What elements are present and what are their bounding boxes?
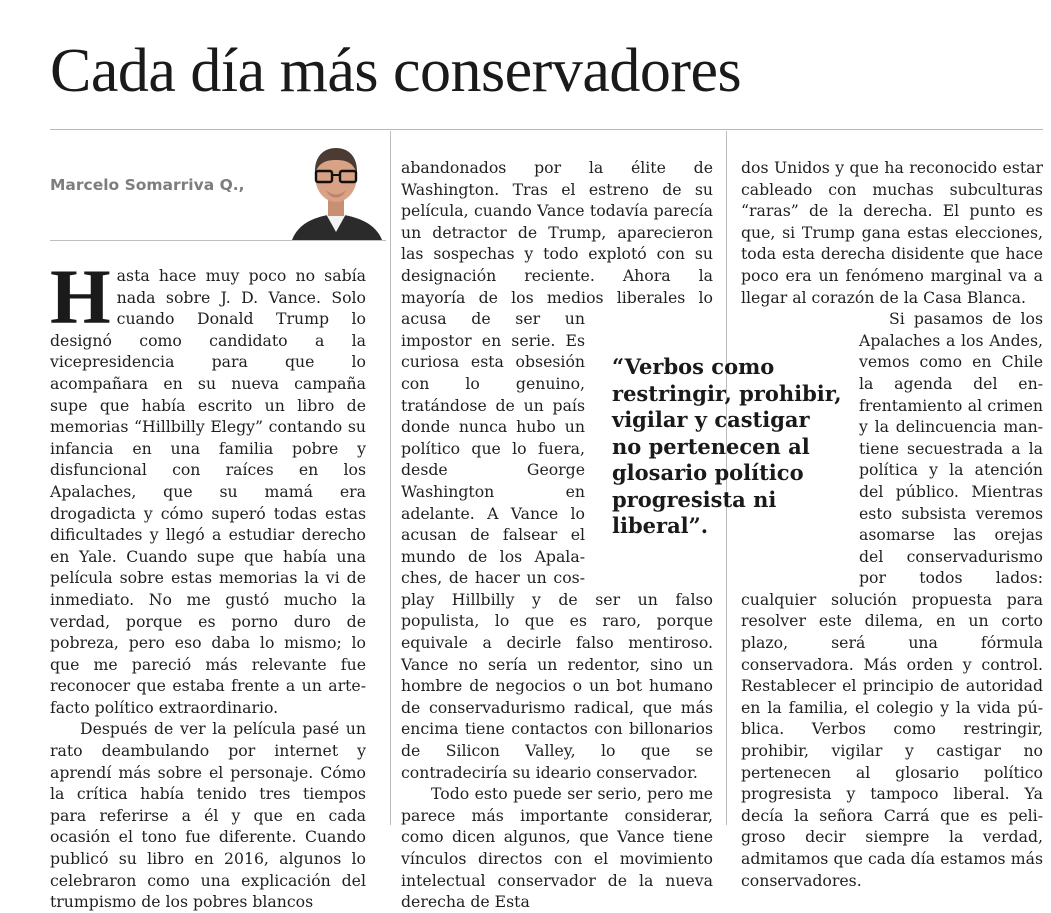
drop-cap: H: [50, 253, 111, 340]
pull-quote: “Verbos como restringir, prohibir, vigilar y castigar no pertenecen al glosario político progresista ni liberal”.: [612, 354, 842, 538]
paragraph: abandonados por la élite de Washington. Tras el estreno de su película, cuando Vance todavía parecía un detractor de Trump, aparecieron las sospechas y todo explotó con su designación reciente. Ahora la mayoría de los medios liberales lo acusa de ser un impostor en serie. Es curiosa esta obsesión con lo genuino, tratándose de un país donde nunca hubo un político que lo fuera, desde George Washington en adelante. A Vance lo acusan de falsear el mundo de los Apalaches, de hacer un cosplay Hillbilly y de ser un falso populista, lo que es raro, porque equivale a decirle falso mentiroso. Vance no sería un redentor, sino un hombre de negocios o un bot humano de conservadurismo radical, que más encima tiene contactos con billonarios de Silicon Valley, lo que se contradeciría su ideario conservador.: [401, 158, 713, 782]
paragraph: asta hace muy poco no sabía nada sobre J. D. Vance. Solo cuando Donald Trump lo designó como candidato a la vicepresidencia para que lo acompañara en su nueva campaña supe que había escrito un libro de memorias “Hillbilly Elegy” contando su infancia en una familia pobre y disfuncional con raíces en los Apalaches, que su mamá era drogadicta y cómo superó todas estas dificultades y llegó a estudiar derecho en Yale. Cuando supe que había una película sobre estas memorias la vi de inmediato. No me gustó mucho la verdad, porque es porno duro de pobreza, pero eso daba lo mismo; lo que me pareció más relevante fue reconocer que estaba frente a un artefacto político extraordinario.: [50, 266, 366, 717]
column-divider-1: [390, 131, 391, 825]
paragraph: dos Unidos y que ha reconocido estar cableado con muchas subculturas “raras” de la derecha. El punto es que, si Trump gana estas elecciones, toda esta derecha disidente que hace poco era un fenómeno marginal va a llegar al corazón de la Casa Blanca.: [741, 158, 1043, 307]
paragraph: Si pasamos de los Apalaches a los Andes, vemos como en Chile la agenda del enfrentamiento al crimen y la delincuencia mantiene secuestrada a la política y la atención del público. Mientras esto subsista veremos asomarse las orejas del conservadurismo por todos lados: cualquier solución propuesta para resolver este dilema, en un corto plazo, será una fórmula conservadora. Más orden y control. Restablecer el principio de autoridad en la familia, el colegio y la vida pública. Verbos como restringir, prohibir, vigilar y castigar no pertenecen al glosario político progresista y tampoco liberal. Ya decía la señora Carrá que es peligroso decir siempre la verdad, admitamos que cada día estamos más conservadores.: [741, 309, 1043, 890]
headline: Cada día más conservadores: [50, 37, 742, 105]
paragraph: Después de ver la película pasé un rato deambulando por internet y aprendí más sobre el personaje. Cómo la crítica había tenido tres tiempos para referirse a él y que en cada ocasión el tono fue diferente. Cuando publicó su libro en 2016, algunos lo celebraron como una explicación del trumpismo de los pobres blancos: [50, 719, 366, 912]
top-divider: [50, 129, 1043, 130]
article-column-1: [50, 253, 366, 913]
paragraph: Todo esto puede ser serio, pero me parece más importante considerar, como dicen algunos, que Vance tiene vínculos directos con el movimiento intelectual conservador de la nueva derecha de Esta: [401, 784, 713, 912]
author-photo: [286, 140, 386, 240]
byline-divider: [50, 240, 386, 241]
author-byline: Marcelo Somarriva Q.,: [50, 176, 245, 194]
